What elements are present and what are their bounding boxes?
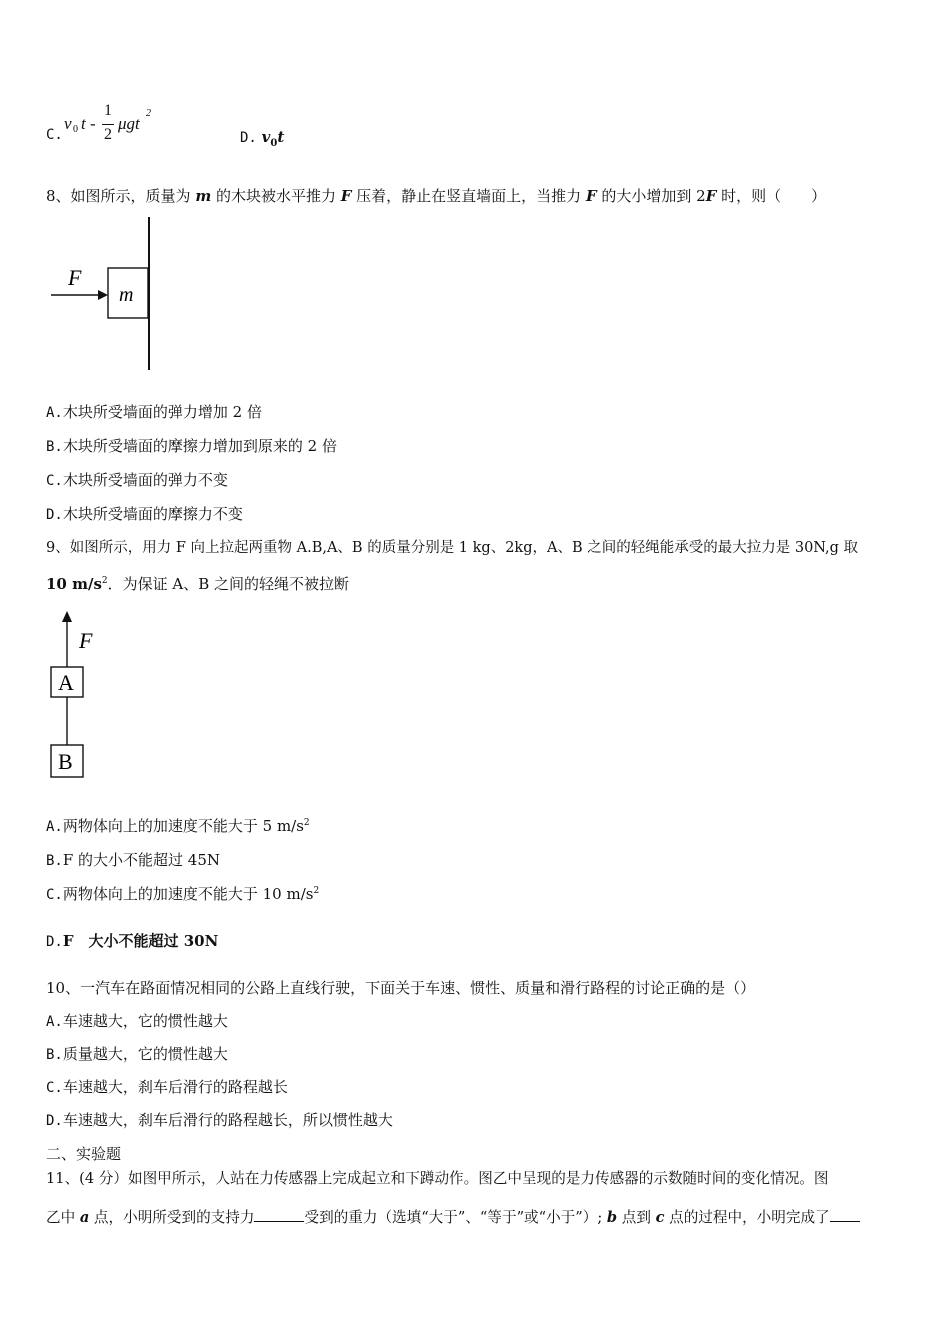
q8-number: 8、 [46, 187, 71, 205]
option-text: 车速越大，刹车后滑行的路程越长 [62, 1078, 288, 1096]
q8-var-f3: F [705, 187, 717, 205]
option-label: D. [46, 934, 63, 950]
formula-t-minus: t - [81, 114, 96, 133]
formula-mugt: μgt [118, 114, 140, 133]
q11-text-c: 受到的重力（选填“大于”、“等于”或“小于”）; [304, 1209, 607, 1226]
q9-stem-text: 9、如图所示，用力 F 向上拉起两重物 A.B,A、B 的质量分别是 1 kg、2kg，A、B 之间的轻绳能承受的最大拉力是 30N,g 取 [46, 540, 859, 556]
q11-stem-text: 11、(4 分）如图甲所示，人站在力传感器上完成起立和下蹲动作。图乙中呈现的是力传感器的示数随时间的变化情况。图 [46, 1170, 829, 1187]
q8-option-a [46, 402, 262, 423]
q9-stem-g-value: 10 m/s [46, 575, 102, 593]
q9-stem-line1 [46, 538, 858, 558]
q9-option-d [46, 931, 218, 952]
q11-text-e: 点的过程中，小明完成了 [664, 1209, 830, 1226]
option-label: C. [46, 127, 63, 143]
q9-stem-text-2: ．为保证 A、B 之间的轻绳不被拉断 [107, 575, 350, 593]
q8-figure [46, 215, 176, 375]
q8-stem-text-1: 如图所示，质量为 [70, 187, 196, 205]
q9-option-b [46, 850, 220, 871]
option-label: D. [46, 507, 63, 523]
formula-v-sub: 0 [73, 124, 78, 135]
q8-stem [46, 186, 826, 206]
force-label: F [68, 265, 82, 290]
q9-figure [46, 608, 126, 788]
q8-stem-text-5: 时，则（ ） [716, 187, 827, 205]
option-text: 两物体向上的加速度不能大于 10 m/s [62, 885, 314, 903]
formula-frac-num: 1 [104, 102, 112, 119]
q8-var-f2: F [585, 187, 597, 205]
option-text: 质量越大，它的惯性越大 [62, 1045, 228, 1063]
q8-stem-text-4: 的大小增加到 2 [596, 187, 706, 205]
option-text: 车速越大，刹车后滑行的路程越长，所以惯性越大 [62, 1111, 393, 1129]
option-label: A. [46, 1014, 63, 1030]
q11-stem-line1 [46, 1169, 828, 1189]
q10-stem [46, 978, 755, 998]
answer-blank-1[interactable] [254, 1207, 304, 1222]
formula-sq: 2 [146, 108, 151, 119]
option-label: C. [46, 887, 63, 903]
option-sup: 2 [303, 818, 310, 828]
option-label: D. [46, 1113, 63, 1129]
force-label: F [79, 628, 93, 653]
q8-var-m: m [195, 187, 212, 205]
option-label: B. [46, 439, 63, 455]
section-heading-text: 二、实验题 [46, 1145, 122, 1163]
q10-option-d [46, 1110, 393, 1131]
q11-text-d: 点到 [617, 1209, 656, 1226]
option-text: F 大小不能超过 30N [62, 932, 219, 950]
block-b-label: B [58, 749, 73, 774]
option-v: v [261, 128, 271, 146]
option-t: t [277, 128, 285, 146]
option-text: 木块所受墙面的摩擦力增加到原来的 2 倍 [62, 437, 337, 455]
q9-stem-line2 [46, 574, 349, 594]
force-arrow-head [62, 611, 72, 622]
answer-blank-2[interactable] [830, 1207, 860, 1222]
q10-stem-text: 10、一汽车在路面情况相同的公路上直线行驶，下面关于车速、惯性、质量和滑行路程的讨论正确的是（） [46, 979, 756, 997]
option-text: 两物体向上的加速度不能大于 5 m/s [62, 817, 304, 835]
option-label: C. [46, 1080, 63, 1096]
option-label: A. [46, 405, 63, 421]
option-label: C. [46, 473, 63, 489]
q10-option-c [46, 1077, 288, 1098]
option-label: B. [46, 1047, 63, 1063]
option-text: 木块所受墙面的弹力增加 2 倍 [62, 403, 262, 421]
fraction-bar [102, 124, 114, 125]
formula-v: v [64, 114, 72, 133]
q8-option-c [46, 470, 228, 491]
q9-option-c [46, 884, 319, 905]
option-text: 木块所受墙面的弹力不变 [62, 471, 228, 489]
section-heading [46, 1144, 121, 1164]
q7-option-c [46, 124, 63, 145]
q9-stem-g-sup: 2 [101, 576, 108, 586]
q8-option-d [46, 504, 243, 525]
q7-option-d [240, 127, 284, 148]
q9-option-a [46, 816, 310, 837]
option-label: A. [46, 819, 63, 835]
q11-point-a: a [79, 1209, 90, 1226]
formula-frac-den: 2 [104, 126, 112, 143]
q10-option-b [46, 1044, 228, 1065]
q8-stem-text-3: 压着，静止在竖直墙面上，当推力 [351, 187, 586, 205]
option-v-sub: 0 [270, 138, 278, 149]
option-sup: 2 [313, 886, 320, 896]
q10-option-a [46, 1011, 228, 1032]
option-label: B. [46, 853, 63, 869]
q11-text-b: 点，小明所受到的支持力 [89, 1209, 255, 1226]
option-label: D. [240, 130, 257, 146]
block-a-label: A [58, 670, 74, 695]
option-text: F 的大小不能超过 45N [62, 851, 221, 869]
q11-stem-line2 [46, 1207, 860, 1228]
q8-option-b [46, 436, 337, 457]
q8-var-f: F [340, 187, 352, 205]
q11-point-c: c [655, 1209, 665, 1226]
force-arrow-head [98, 290, 108, 300]
q8-stem-text-2: 的木块被水平推力 [211, 187, 341, 205]
option-text: 木块所受墙面的摩擦力不变 [62, 505, 243, 523]
q11-point-b: b [606, 1209, 618, 1226]
mass-label: m [119, 284, 134, 306]
q7-option-c-formula [64, 104, 174, 150]
option-text: 车速越大，它的惯性越大 [62, 1012, 228, 1030]
q11-text-a: 乙中 [46, 1209, 80, 1226]
